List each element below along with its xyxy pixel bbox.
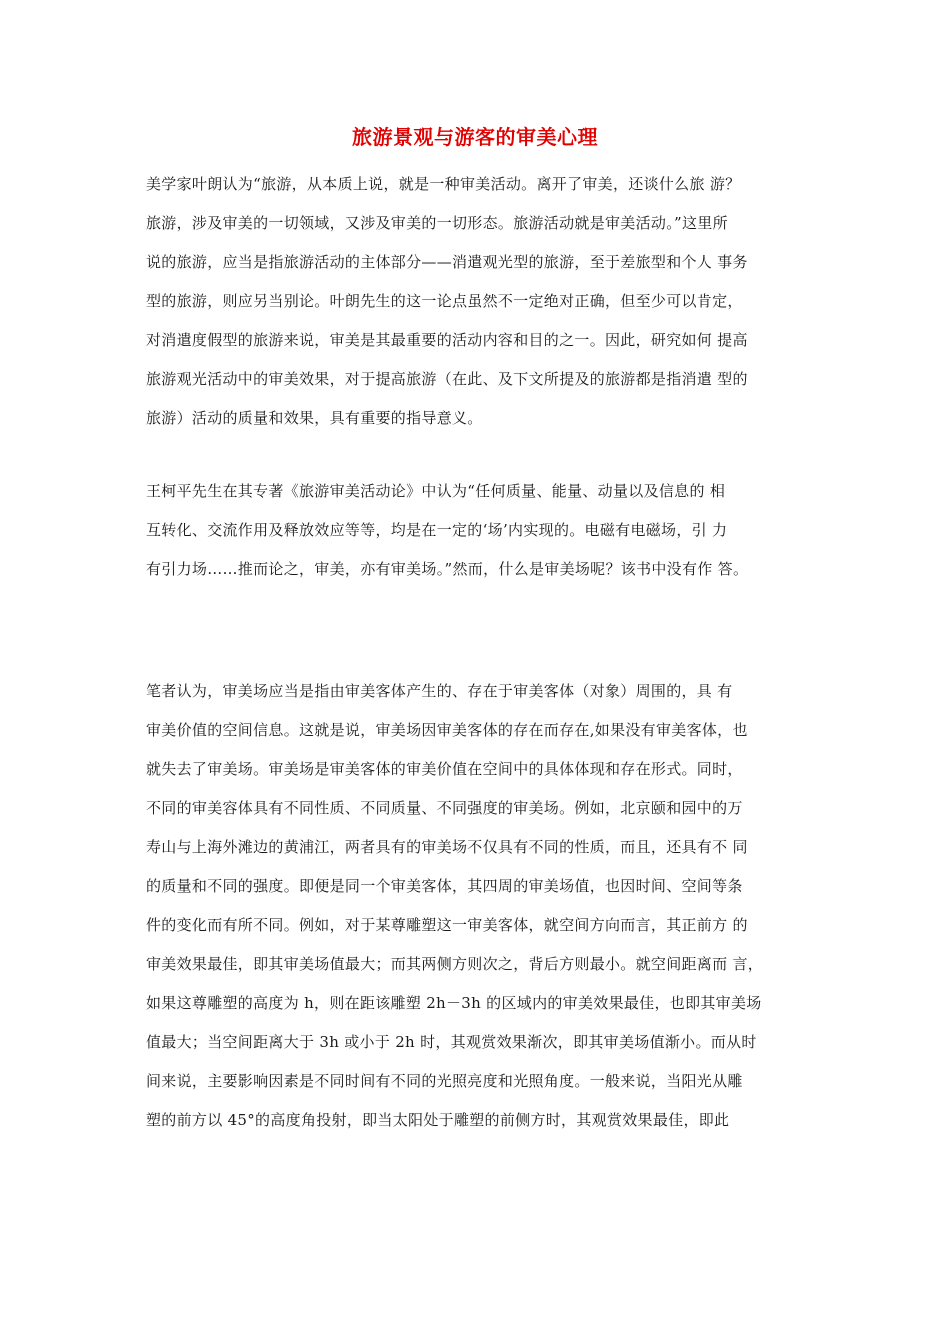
paragraph-line: 审美效果最佳，即其审美场值最大；而其两侧方则次之，背后方则最小。就空间距离而 言， — [146, 955, 764, 973]
paragraph-line: 笔者认为，审美场应当是指由审美客体产生的、存在于审美客体（对象）周围的，具 有 — [146, 682, 733, 700]
paragraph-line: 值最大；当空间距离大于 3h 或小于 2h 时，其观赏效果渐次，即其审美场值渐小。而从时 — [146, 1033, 757, 1051]
paragraph-line: 审美价值的空间信息。这就是说，审美场因审美客体的存在而存在,如果没有审美客体，也 — [146, 721, 748, 739]
paragraph-line: 件的变化而有所不同。例如，对于某尊雕塑这一审美客体，就空间方向而言，其正前方 的 — [146, 916, 748, 934]
paragraph-line: 说的旅游，应当是指旅游活动的主体部分——消遣观光型的旅游，至于差旅型和个人 事务 — [146, 253, 748, 271]
paragraph-line: 对消遣度假型的旅游来说，审美是其最重要的活动内容和目的之一。因此，研究如何 提高 — [146, 331, 748, 349]
paragraph-line: 的质量和不同的强度。即便是同一个审美客体，其四周的审美场值，也因时间、空间等条 — [146, 877, 743, 895]
paragraph-line: 塑的前方以 45°的高度角投射，即当太阳处于雕塑的前侧方时，其观赏效果最佳，即此 — [146, 1111, 730, 1129]
paragraph-line: 旅游，涉及审美的一切领域，又涉及审美的一切形态。旅游活动就是审美活动。”这里所 — [146, 214, 728, 232]
paragraph-line: 有引力场……推而论之，审美，亦有审美场。”然而，什么是审美场呢？该书中没有作 答。 — [146, 560, 749, 578]
paragraph-line: 王柯平先生在其专著《旅游审美活动论》中认为“任何质量、能量、动量以及信息的 相 — [146, 482, 726, 500]
document-title: 旅游景观与游客的审美心理 — [352, 125, 598, 149]
paragraph-line: 美学家叶朗认为“旅游，从本质上说，就是一种审美活动。离开了审美，还谈什么旅 游？ — [146, 175, 741, 193]
paragraph-line: 间来说，主要影响因素是不同时间有不同的光照亮度和光照角度。一般来说，当阳光从雕 — [146, 1072, 743, 1090]
paragraph-line: 寿山与上海外滩边的黄浦江，两者具有的审美场不仅具有不同的性质，而且，还具有不 同 — [146, 838, 748, 856]
paragraph-line: 就失去了审美场。审美场是审美客体的审美价值在空间中的具体体现和存在形式。同时， — [146, 760, 743, 778]
paragraph-line: 旅游观光活动中的审美效果，对于提高旅游（在此、及下文所提及的旅游都是指消遣 型的 — [146, 370, 748, 388]
paragraph-line: 互转化、交流作用及释放效应等等，均是在一定的‘场’内实现的。电磁有电磁场，引 力 — [146, 521, 728, 539]
paragraph-line: 旅游）活动的质量和效果，具有重要的指导意义。 — [146, 409, 483, 427]
paragraph-line: 如果这尊雕塑的高度为 h，则在距该雕塑 2h－3h 的区域内的审美效果最佳，也即其审美场 — [146, 994, 762, 1012]
paragraph-line: 不同的审美容体具有不同性质、不同质量、不同强度的审美场。例如，北京颐和园中的万 — [146, 799, 743, 817]
paragraph-line: 型的旅游，则应另当别论。叶朗先生的这一论点虽然不一定绝对正确，但至少可以肯定， — [146, 292, 743, 310]
